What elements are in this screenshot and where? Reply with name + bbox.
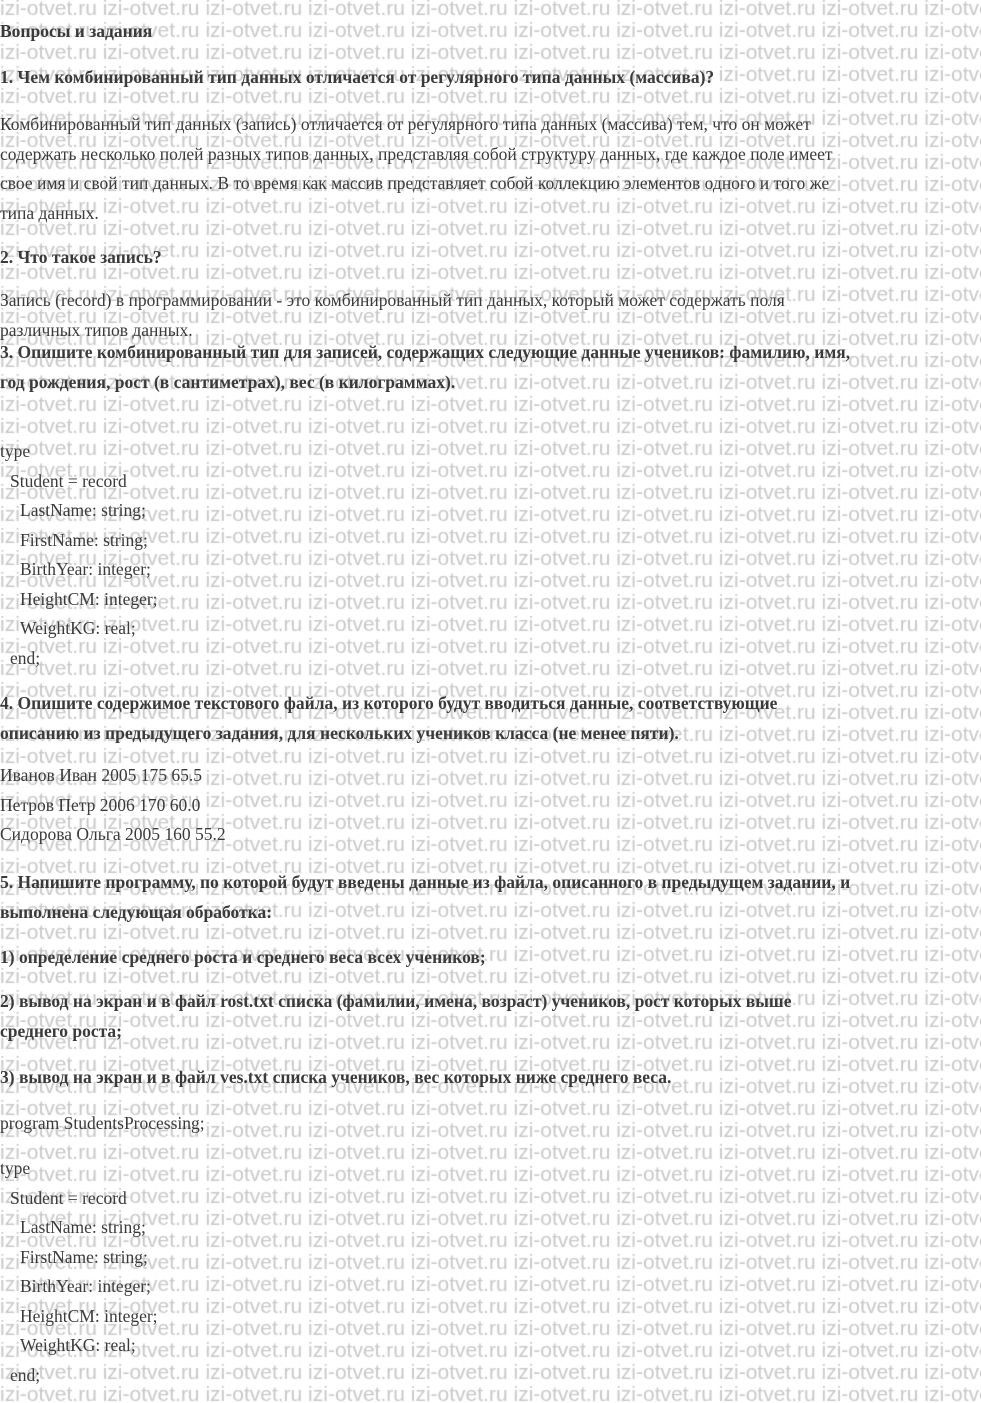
question-text: 1. Чем комбинированный тип данных отличается от регулярного типа данных (массива)? (0, 67, 715, 87)
question-2 (0, 243, 162, 273)
data-file-content (0, 761, 226, 850)
code-block-3 (0, 437, 158, 673)
question-text: описанию из предыдущего задания, для нескольких учеников класса (не менее пяти). (0, 722, 679, 743)
task-text: среднего роста; (0, 1020, 123, 1041)
data-line: Иванов Иван 2005 175 65.5 (0, 765, 202, 785)
question-text: 5. Напишите программу, по которой будут введены данные из файла, описанного в предыдущем задании, и (0, 872, 851, 892)
code-line: end; (10, 647, 41, 668)
program-header (0, 1109, 205, 1139)
question-text: 2. Что такое запись? (0, 247, 162, 267)
question-text: 3. Опишите комбинированный тип для записей, содержащих следующие данные учеников: фамилию, имя, (0, 342, 851, 362)
answer-line: различных типов данных. (0, 319, 193, 340)
title-text: Вопросы и задания (0, 21, 153, 41)
question-text: год рождения, рост (в сантиметрах), вес (в килограммах). (0, 371, 456, 392)
answer-line: Комбинированный тип данных (запись) отличается от регулярного типа данных (массива) тем, что он может (0, 114, 811, 134)
code-line: BirthYear: integer; (20, 1276, 151, 1296)
task-item-2 (0, 987, 791, 1046)
page-title (0, 17, 152, 47)
data-line: Петров Петр 2006 170 60.0 (0, 794, 201, 815)
question-5 (0, 868, 850, 927)
code-line: FirstName: string; (20, 529, 148, 550)
answer-line: свое имя и свой тип данных. В то время как массив представляет собой коллекцию элементов одного и того же (0, 173, 830, 193)
answer-1 (0, 110, 833, 228)
code-line: BirthYear: integer; (20, 559, 151, 579)
data-line: Сидорова Ольга 2005 160 55.2 (0, 824, 226, 844)
answer-line: типа данных. (0, 202, 99, 223)
code-line: LastName: string; (20, 500, 146, 520)
code-line: FirstName: string; (20, 1246, 148, 1267)
code-line: type (0, 441, 31, 461)
question-text: 4. Опишите содержимое текстового файла, из которого будут вводиться данные, соответствующие (0, 693, 778, 713)
task-item-3 (0, 1063, 671, 1093)
question-4 (0, 689, 777, 748)
task-text: 3) вывод на экран и в файл ves.txt списка учеников, вес которых ниже среднего веса. (0, 1067, 672, 1087)
code-line: Student = record (10, 1187, 127, 1208)
code-line: HeightCM: integer; (20, 1305, 158, 1326)
answer-2 (0, 286, 785, 345)
code-line: HeightCM: integer; (20, 588, 158, 609)
code-line: LastName: string; (20, 1217, 146, 1237)
task-text: 2) вывод на экран и в файл rost.txt списка (фамилии, имена, возраст) учеников, рост которых выше (0, 991, 792, 1011)
answer-line: содержать несколько полей разных типов данных, представляя собой структуру данных, где каждое поле имеет (0, 143, 833, 164)
code-block-5 (0, 1154, 158, 1390)
code-line: WeightKG: real; (20, 618, 136, 638)
code-line: end; (10, 1364, 41, 1385)
question-text: выполнена следующая обработка: (0, 901, 273, 922)
question-3 (0, 338, 850, 397)
code-line: type (0, 1158, 31, 1178)
code-line: program StudentsProcessing; (0, 1113, 205, 1133)
code-line: Student = record (10, 470, 127, 491)
task-text: 1) определение среднего роста и среднего веса всех учеников; (0, 947, 486, 967)
code-line: WeightKG: real; (20, 1335, 136, 1355)
answer-line: Запись (record) в программировании - это комбинированный тип данных, который может содержать поля (0, 290, 785, 310)
question-1 (0, 63, 714, 93)
task-item-1 (0, 943, 486, 973)
